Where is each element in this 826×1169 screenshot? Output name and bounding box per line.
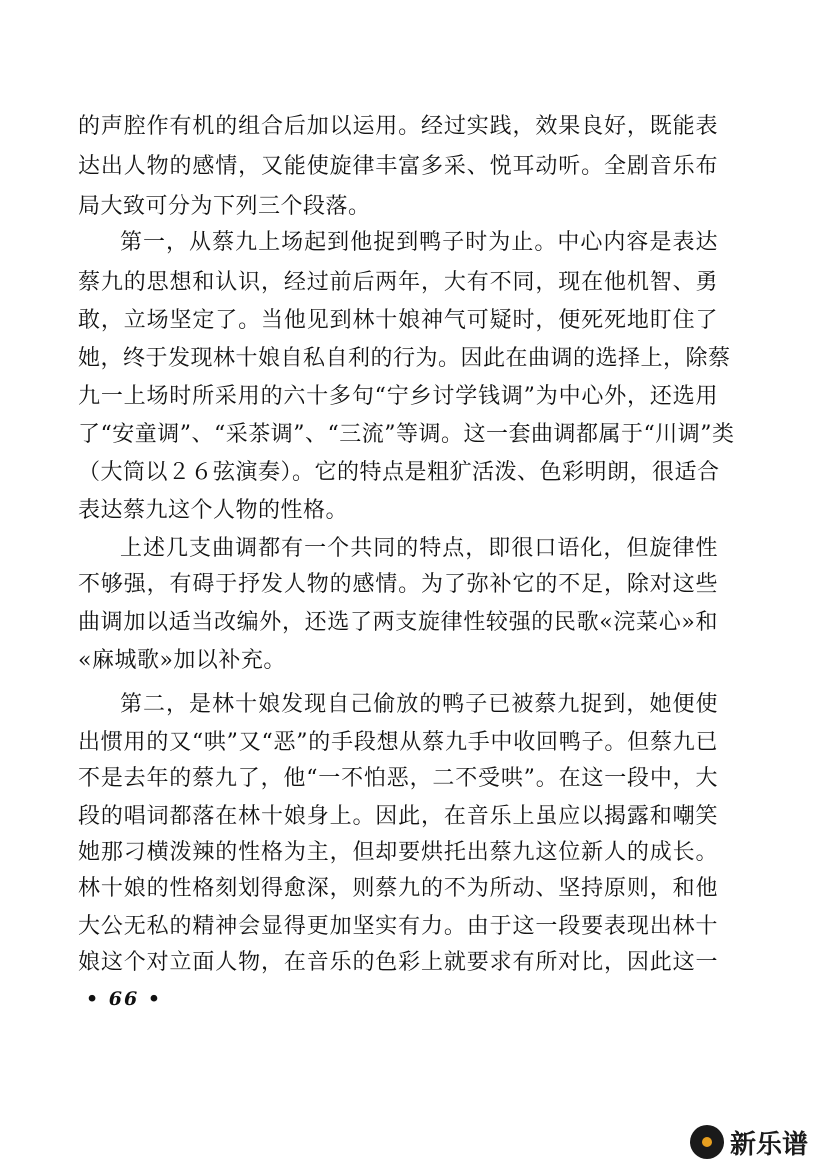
text-line: «麻城歌»加以补充。 xyxy=(78,648,286,673)
text-line: 段的唱词都落在林十娘身上。因此，在音乐上虽应以揭露和嘲笑 xyxy=(78,804,718,829)
text-line: 第二，是林十娘发现自己偷放的鸭子已被蔡九捉到，她便使 xyxy=(120,692,718,717)
text-line: 了“安童调”、“采茶调”、“三流”等调。这一套曲调都属于“川调”类 xyxy=(78,422,735,447)
text-line: （大筒以２６弦演奏）。它的特点是粗犷活泼、色彩明朗，很适合 xyxy=(78,460,720,485)
text-line: 不是去年的蔡九了，他“一不怕恶，二不受哄”。在这一段中，大 xyxy=(78,766,718,791)
text-line: 的声腔作有机的组合后加以运用。经过实践，效果良好，既能表 xyxy=(78,114,718,139)
text-line: 曲调加以适当改编外，还选了两支旋律性较强的民歌«浣菜心»和 xyxy=(78,610,718,635)
text-line: 第一，从蔡九上场起到他捉到鸭子时为止。中心内容是表达 xyxy=(120,230,718,255)
text-line: 她那刁横泼辣的性格为主，但却要烘托出蔡九这位新人的成长。 xyxy=(78,840,718,865)
text-line: 不够强，有碍于抒发人物的感情。为了弥补它的不足，除对这些 xyxy=(78,572,718,597)
text-line: 出惯用的又“哄”又“恶”的手段想从蔡九手中收回鸭子。但蔡九已 xyxy=(78,730,718,755)
text-line: 表达蔡九这个人物的性格。 xyxy=(78,498,349,523)
text-line: 林十娘的性格刻划得愈深，则蔡九的不为所动、坚持原则，和他 xyxy=(78,876,718,901)
text-line: 局大致可分为下列三个段落。 xyxy=(78,194,371,219)
text-line: 娘这个对立面人物，在音乐的色彩上就要求有所对比，因此这一 xyxy=(78,950,718,975)
text-line: 大公无私的精神会显得更加坚实有力。由于这一段要表现出林十 xyxy=(78,914,718,939)
record-disc-icon xyxy=(690,1125,724,1159)
watermark-text: 新乐谱 xyxy=(730,1129,809,1160)
page-number: • 66 • xyxy=(86,988,162,1010)
text-line: 蔡九的思想和认识，经过前后两年，大有不同，现在他机智、勇 xyxy=(78,270,718,295)
text-line: 达出人物的感情，又能使旋律丰富多采、悦耳动听。全剧音乐布 xyxy=(78,154,718,179)
text-line: 敢，立场坚定了。当他见到林十娘神气可疑时，便死死地盯住了 xyxy=(78,308,718,333)
text-line: 九一上场时所采用的六十多句“宁乡讨学钱调”为中心外，还选用 xyxy=(78,384,718,409)
watermark xyxy=(690,1122,808,1162)
text-line: 她，终于发现林十娘自私自利的行为。因此在曲调的选择上，除蔡 xyxy=(78,346,731,371)
text-line: 上述几支曲调都有一个共同的特点，即很口语化，但旋律性 xyxy=(120,536,718,561)
